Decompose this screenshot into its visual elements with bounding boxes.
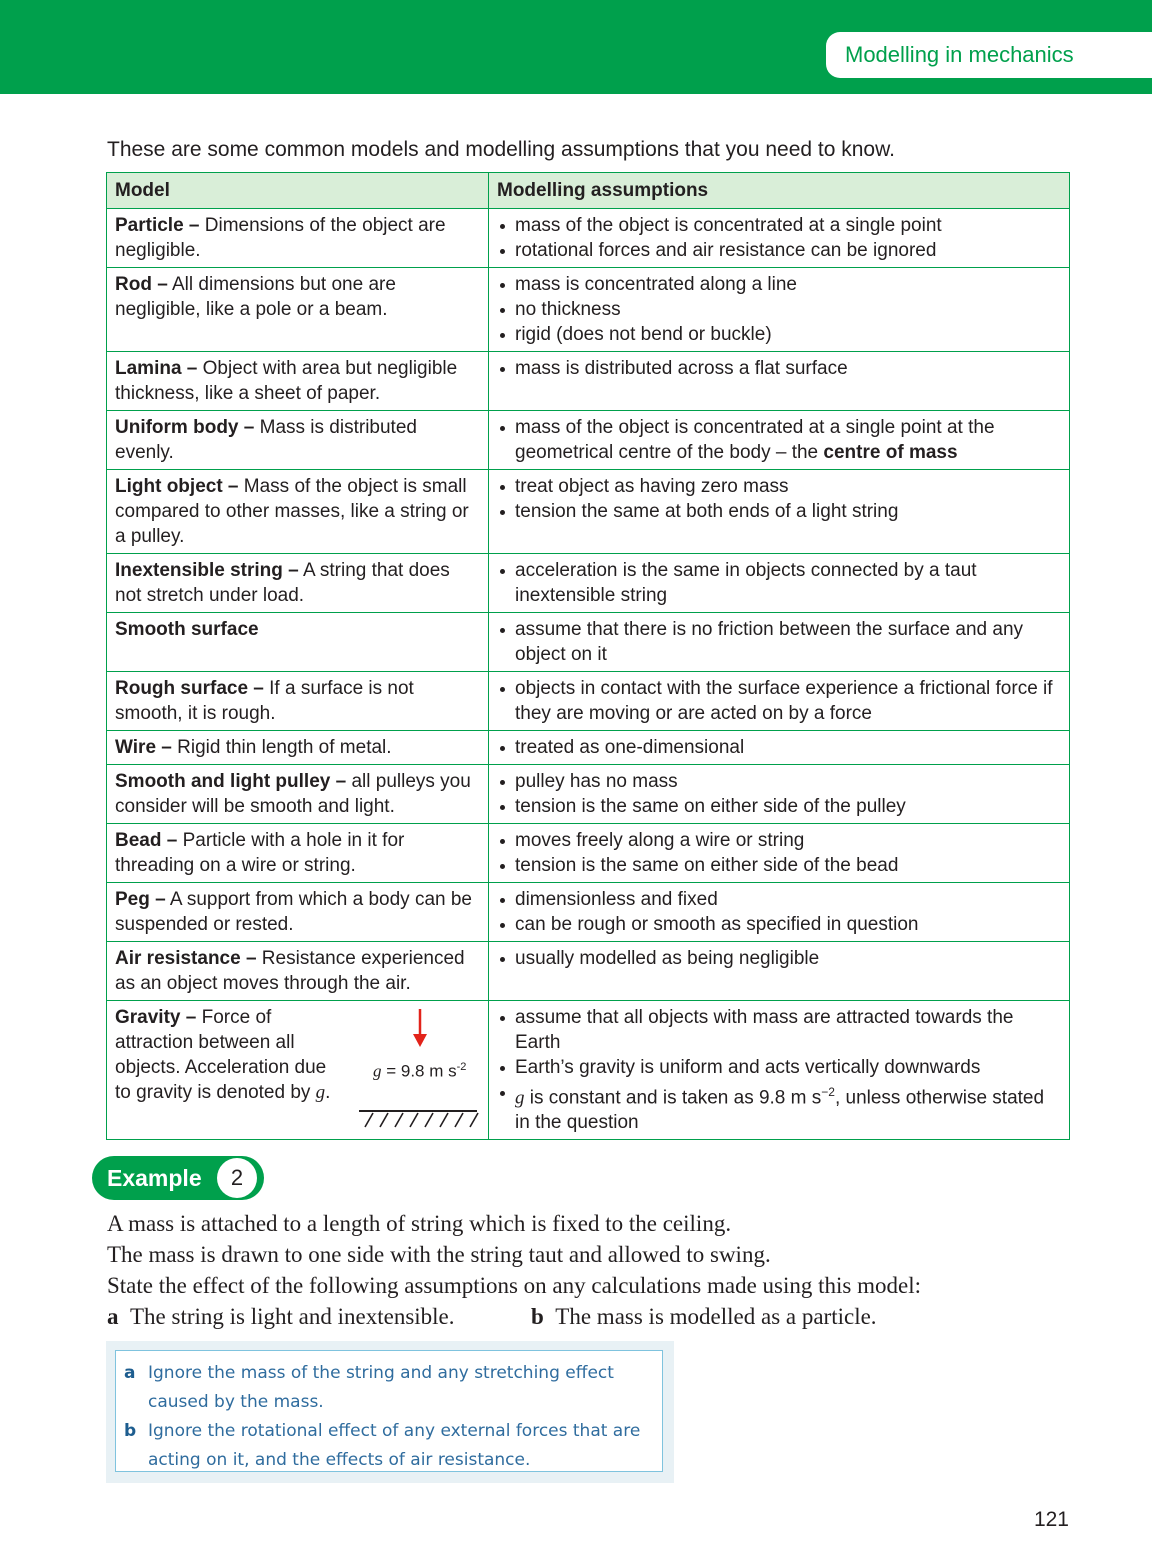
question-part-b: b The mass is modelled as a particle. bbox=[531, 1304, 877, 1329]
answer-text: Ignore the mass of the string and any stretching effect caused by the mass. bbox=[148, 1363, 614, 1412]
question-line: The mass is drawn to one side with the string taut and allowed to swing. bbox=[107, 1242, 771, 1267]
model-term: Smooth surface bbox=[115, 619, 259, 640]
table-body bbox=[107, 209, 1070, 1140]
table-row bbox=[107, 613, 1070, 672]
gravity-arrow-icon bbox=[413, 1034, 427, 1047]
question-line: A mass is attached to a length of string which is fixed to the ceiling. bbox=[107, 1211, 732, 1236]
model-term: Wire – bbox=[115, 737, 172, 758]
table-row bbox=[107, 765, 1070, 824]
assumption-item bbox=[497, 415, 1061, 465]
model-term: Rod – bbox=[115, 274, 168, 295]
model-cell bbox=[107, 672, 489, 731]
assumption-item: no thickness bbox=[497, 297, 1061, 322]
model-description: Particle with a hole in it for threading on a wire or string. bbox=[115, 830, 405, 876]
model-term: Uniform body – bbox=[115, 417, 255, 438]
model-cell bbox=[107, 1001, 489, 1140]
chapter-title: Modelling in mechanics bbox=[826, 32, 1152, 78]
assumptions-cell bbox=[489, 613, 1070, 672]
answer-letter: a bbox=[124, 1363, 136, 1383]
assumption-item: usually modelled as being negligible bbox=[497, 946, 1061, 971]
assumptions-cell bbox=[489, 411, 1070, 470]
model-cell bbox=[107, 352, 489, 411]
assumptions-cell bbox=[489, 883, 1070, 942]
model-cell bbox=[107, 411, 489, 470]
assumption-item: rigid (does not bend or buckle) bbox=[497, 322, 1061, 347]
answer-panel bbox=[115, 1350, 663, 1472]
gravity-diagram bbox=[357, 1007, 481, 1131]
model-description: Mass of the object is small compared to other masses, like a string or a pulley. bbox=[115, 476, 469, 547]
assumption-item: can be rough or smooth as specified in question bbox=[497, 912, 1061, 937]
example-badge bbox=[92, 1156, 264, 1200]
assumption-item: moves freely along a wire or string bbox=[497, 828, 1061, 853]
model-description: All dimensions but one are negligible, like a pole or a beam. bbox=[115, 274, 396, 320]
assumption-item: tension the same at both ends of a light string bbox=[497, 499, 1061, 524]
assumption-item: mass is distributed across a flat surface bbox=[497, 356, 1061, 381]
assumptions-cell bbox=[489, 268, 1070, 352]
model-cell bbox=[107, 765, 489, 824]
model-cell bbox=[107, 268, 489, 352]
table-row bbox=[107, 411, 1070, 470]
model-term: Particle – bbox=[115, 215, 200, 236]
assumption-item: Earth’s gravity is uniform and acts vertically downwards bbox=[497, 1055, 1061, 1080]
model-cell bbox=[107, 554, 489, 613]
model-cell bbox=[107, 824, 489, 883]
assumption-emphasis: centre of mass bbox=[823, 442, 958, 463]
table-row bbox=[107, 731, 1070, 765]
assumption-item: treated as one-dimensional bbox=[497, 735, 1061, 760]
assumptions-cell bbox=[489, 1001, 1070, 1140]
assumptions-cell bbox=[489, 672, 1070, 731]
answer-letter: b bbox=[124, 1421, 137, 1441]
answer-item bbox=[124, 1417, 652, 1475]
assumption-item: tension is the same on either side of the bead bbox=[497, 853, 1061, 878]
model-term: Air resistance – bbox=[115, 948, 257, 969]
model-description: Rigid thin length of metal. bbox=[171, 737, 392, 758]
assumptions-cell bbox=[489, 470, 1070, 554]
assumption-item: rotational forces and air resistance can be ignored bbox=[497, 238, 1061, 263]
example-label: Example bbox=[107, 1165, 202, 1191]
assumptions-cell bbox=[489, 824, 1070, 883]
ground-hatching bbox=[365, 1113, 478, 1127]
assumption-item: pulley has no mass bbox=[497, 769, 1061, 794]
header-bar bbox=[0, 0, 1152, 94]
assumption-item: tension is the same on either side of the pulley bbox=[497, 794, 1061, 819]
model-cell bbox=[107, 942, 489, 1001]
column-header-model: Model bbox=[107, 173, 489, 209]
table-row bbox=[107, 672, 1070, 731]
assumptions-cell bbox=[489, 352, 1070, 411]
model-term: Light object – bbox=[115, 476, 239, 497]
table-row bbox=[107, 352, 1070, 411]
question-line: State the effect of the following assumptions on any calculations made using this model: bbox=[107, 1273, 921, 1298]
model-term: Smooth and light pulley – bbox=[115, 771, 347, 792]
column-header-assumptions: Modelling assumptions bbox=[489, 173, 1070, 209]
model-cell bbox=[107, 731, 489, 765]
table-row bbox=[107, 942, 1070, 1001]
model-term: Lamina – bbox=[115, 358, 198, 379]
model-term: Rough surface – bbox=[115, 678, 264, 699]
assumption-item: assume that there is no friction between the surface and any object on it bbox=[497, 617, 1061, 667]
assumption-text: mass of the object is concentrated at a single point at the geometrical centre of the body – the bbox=[515, 417, 995, 463]
assumption-item: objects in contact with the surface experience a frictional force if they are moving or are acted on by a force bbox=[497, 676, 1061, 726]
answer-item bbox=[124, 1359, 652, 1417]
table-header-row bbox=[107, 173, 1070, 209]
table-row bbox=[107, 554, 1070, 613]
gravity-description: Gravity – Force of attraction between all objects. Acceleration due to gravity is denoted by g. bbox=[115, 1007, 331, 1103]
model-description: all pulleys you consider will be smooth and light. bbox=[115, 771, 471, 817]
assumption-item: assume that all objects with mass are attracted towards the Earth bbox=[497, 1005, 1061, 1055]
assumption-item: mass is concentrated along a line bbox=[497, 272, 1061, 297]
model-description: A string that does not stretch under load. bbox=[115, 560, 450, 606]
model-cell bbox=[107, 470, 489, 554]
model-term: Bead – bbox=[115, 830, 178, 851]
model-term: Gravity – bbox=[115, 1007, 197, 1028]
model-description: Mass is distributed evenly. bbox=[115, 417, 417, 463]
table-row bbox=[107, 209, 1070, 268]
model-cell bbox=[107, 883, 489, 942]
assumption-item: mass of the object is concentrated at a single point bbox=[497, 213, 1061, 238]
assumptions-cell bbox=[489, 209, 1070, 268]
model-cell bbox=[107, 209, 489, 268]
gravity-symbol: g bbox=[315, 1082, 326, 1103]
model-cell bbox=[107, 613, 489, 672]
model-term: Inextensible string – bbox=[115, 560, 299, 581]
model-description: Object with area but negligible thickness, like a sheet of paper. bbox=[115, 358, 458, 404]
example-number: 2 bbox=[217, 1158, 257, 1198]
table-row bbox=[107, 470, 1070, 554]
page-number: 121 bbox=[1033, 1508, 1069, 1531]
model-term: Peg – bbox=[115, 889, 166, 910]
table-row-gravity bbox=[107, 1001, 1070, 1140]
table-row bbox=[107, 268, 1070, 352]
assumptions-cell bbox=[489, 765, 1070, 824]
model-description: Dimensions of the object are negligible. bbox=[115, 215, 446, 261]
assumption-item: acceleration is the same in objects connected by a taut inextensible string bbox=[497, 558, 1061, 608]
table-row bbox=[107, 824, 1070, 883]
assumptions-cell bbox=[489, 942, 1070, 1001]
model-description: A support from which a body can be suspended or rested. bbox=[115, 889, 472, 935]
assumption-item: g is constant and is taken as 9.8 m $s^{-2}$, unless otherwise stated in the question bbox=[497, 1080, 1061, 1135]
answer-text: Ignore the rotational effect of any external forces that are acting on it, and the effects of air resistance. bbox=[148, 1421, 641, 1470]
assumptions-cell bbox=[489, 554, 1070, 613]
models-table bbox=[106, 172, 1070, 1140]
question-part-a: a The string is light and inextensible. bbox=[107, 1304, 455, 1329]
model-description: Resistance experienced as an object moves through the air. bbox=[115, 948, 465, 994]
assumptions-cell bbox=[489, 731, 1070, 765]
assumption-item: dimensionless and fixed bbox=[497, 887, 1061, 912]
model-description: If a surface is not smooth, it is rough. bbox=[115, 678, 414, 724]
assumption-item: treat object as having zero mass bbox=[497, 474, 1061, 499]
answer-box bbox=[106, 1341, 674, 1483]
intro-text: These are some common models and modelling assumptions that you need to know. bbox=[107, 138, 895, 161]
table-row bbox=[107, 883, 1070, 942]
gravity-value-label: g = 9.8 m $s^{-2}$ bbox=[373, 1061, 467, 1081]
